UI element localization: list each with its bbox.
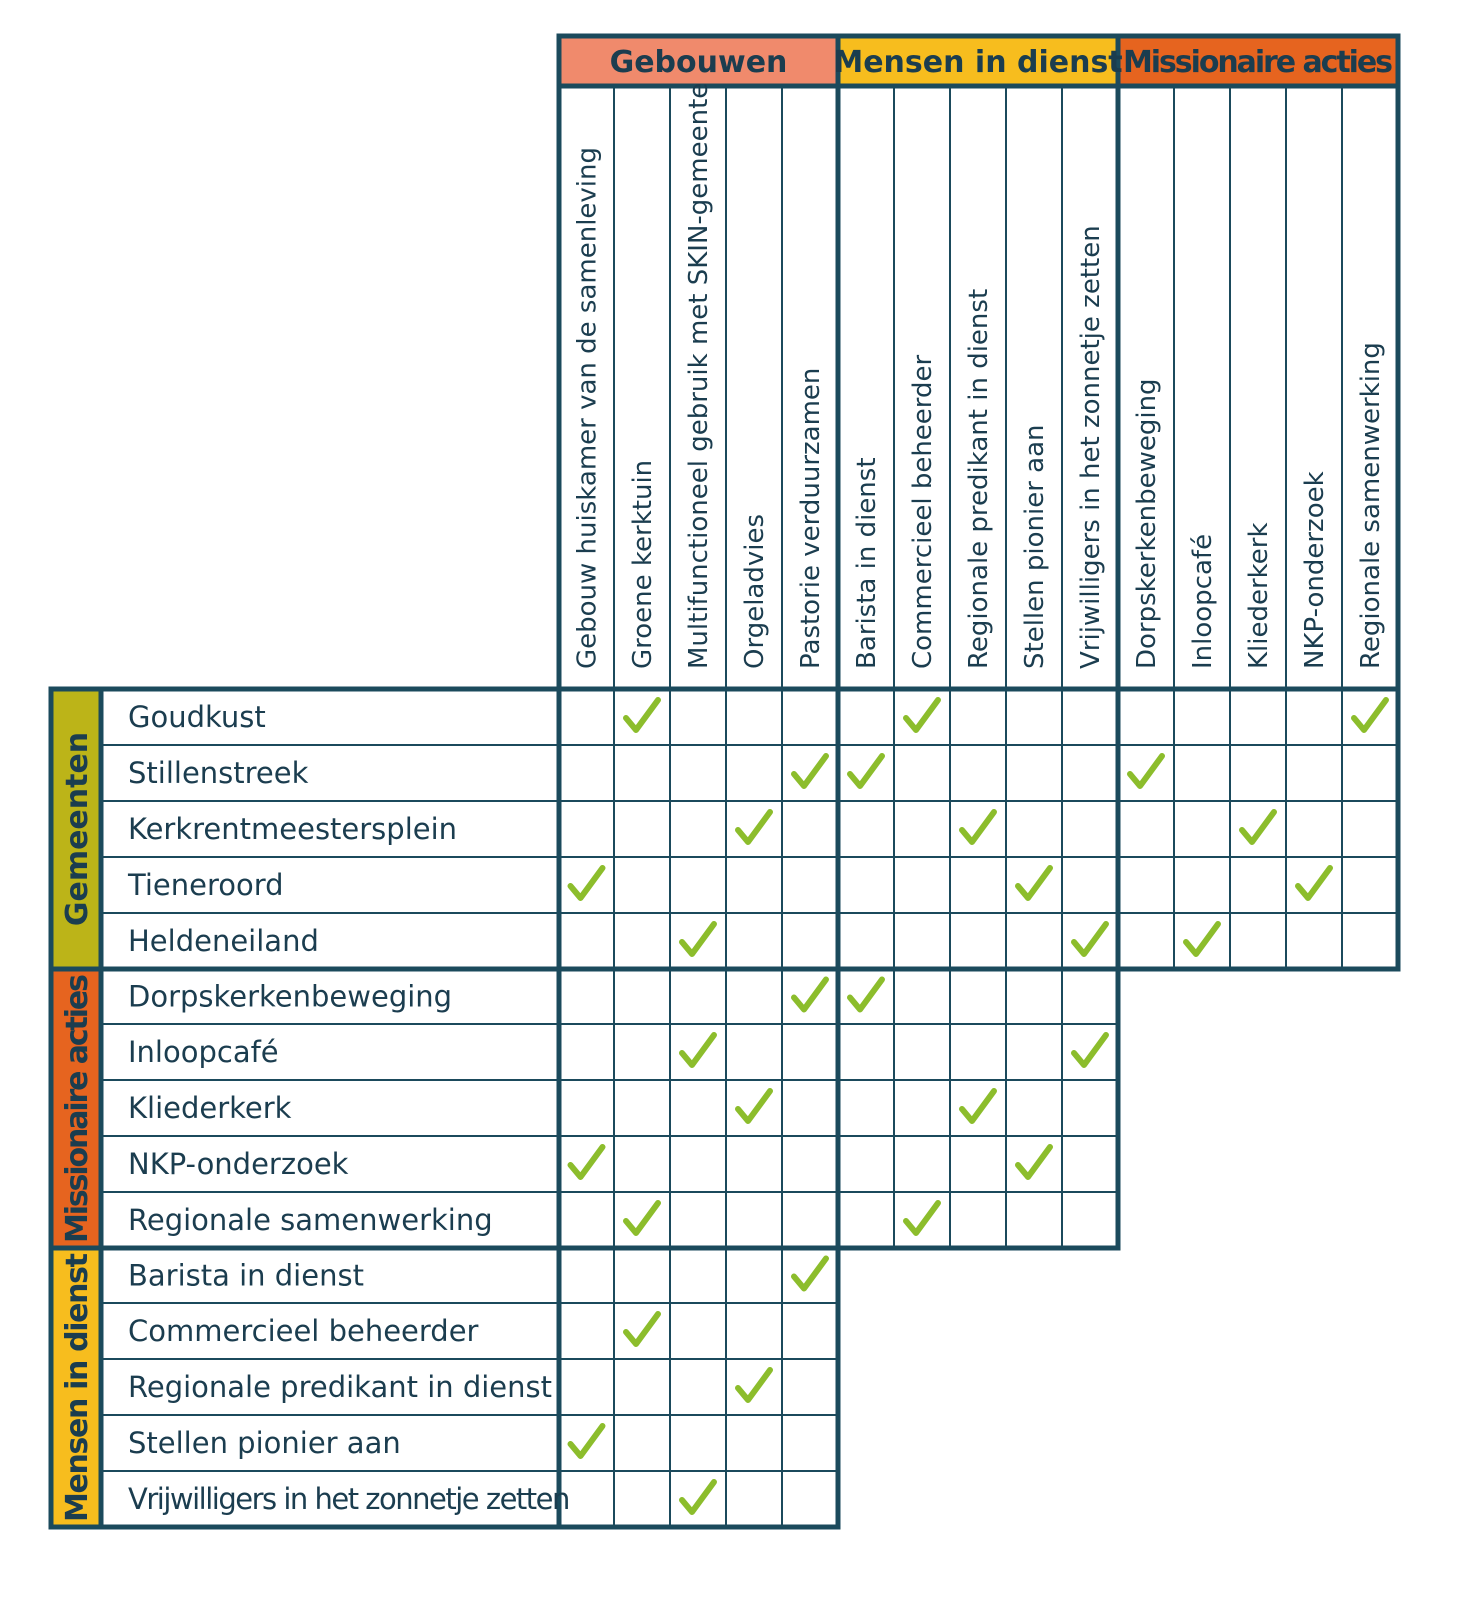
check-marks <box>571 700 1387 1512</box>
row-group-label: Mensen in dienst <box>60 1253 95 1522</box>
check-mark <box>738 1091 770 1121</box>
check-mark <box>571 868 603 898</box>
row-label: Stellen pionier aan <box>128 1426 401 1460</box>
check-mark <box>682 1035 714 1065</box>
check-mark <box>682 1482 714 1512</box>
check-mark <box>1074 924 1106 954</box>
row-label: Inloopcafé <box>128 1035 279 1069</box>
row-label: Kerkrentmeestersplein <box>128 812 458 846</box>
column-label: Commercieel beheerder <box>908 354 938 669</box>
row-label: Barista in dienst <box>128 1258 364 1293</box>
check-mark <box>962 1091 994 1121</box>
check-mark <box>738 1370 770 1400</box>
check-mark <box>571 1426 603 1456</box>
check-mark <box>682 924 714 954</box>
row-label: Vrijwilligers in het zonnetje zetten <box>128 1482 569 1516</box>
row-label: Heldeneiland <box>128 924 319 958</box>
check-mark <box>906 1203 938 1233</box>
row-group-label: Missionaire acties <box>60 974 95 1243</box>
check-mark <box>1074 1035 1106 1065</box>
check-mark <box>850 980 882 1010</box>
column-label: NKP-onderzoek <box>1300 471 1330 669</box>
check-mark <box>1130 756 1162 786</box>
check-mark <box>794 980 826 1010</box>
check-mark <box>906 700 938 730</box>
column-group-label: Gebouwen <box>609 45 788 80</box>
column-label: Regionale predikant in dienst <box>964 288 994 669</box>
check-mark <box>794 1259 826 1289</box>
check-mark <box>850 756 882 786</box>
row-label: Kliederkerk <box>128 1091 292 1125</box>
check-mark <box>962 812 994 842</box>
column-group-label: Missionaire acties <box>1123 45 1393 80</box>
check-mark <box>794 756 826 786</box>
column-label: Multifunctioneel gebruik met SKIN-gemeente <box>684 82 714 669</box>
row-label: Stillenstreek <box>128 756 309 790</box>
row-label: Goudkust <box>128 700 266 734</box>
column-label: Pastorie verduurzamen <box>796 367 826 669</box>
row-label: Tieneroord <box>128 868 284 902</box>
check-mark <box>1186 924 1218 954</box>
column-label: Orgeladvies <box>740 513 770 669</box>
column-group-label: Mensen in dienst <box>833 45 1123 80</box>
column-label: Regionale samenwerking <box>1356 342 1386 669</box>
check-mark <box>738 812 770 842</box>
check-mark <box>1018 868 1050 898</box>
column-label: Barista in dienst <box>852 457 882 669</box>
column-label: Gebouw huiskamer van de samenleving <box>572 146 603 669</box>
check-mark <box>1354 700 1386 730</box>
row-label: Regionale samenwerking <box>128 1203 493 1237</box>
column-label: Dorpskerkenbeweging <box>1132 378 1162 669</box>
row-label: Regionale predikant in dienst <box>128 1370 553 1404</box>
column-label: Groene kerktuin <box>628 459 658 669</box>
check-mark <box>626 1314 658 1344</box>
check-mark <box>571 1147 603 1177</box>
check-mark <box>1242 812 1274 842</box>
column-label: Vrijwilligers in het zonnetje zetten <box>1076 225 1106 669</box>
check-mark <box>1018 1147 1050 1177</box>
check-mark <box>626 700 658 730</box>
column-label: Stellen pionier aan <box>1020 424 1050 669</box>
check-mark <box>1298 868 1330 898</box>
row-group-label: Gemeenten <box>60 731 95 927</box>
row-label: Commercieel beheerder <box>128 1314 479 1348</box>
row-label: NKP-onderzoek <box>128 1147 349 1181</box>
row-label: Dorpskerkenbeweging <box>128 979 453 1014</box>
column-label: Inloopcafé <box>1188 533 1218 669</box>
check-mark <box>626 1203 658 1233</box>
column-label: Kliederkerk <box>1244 522 1274 669</box>
